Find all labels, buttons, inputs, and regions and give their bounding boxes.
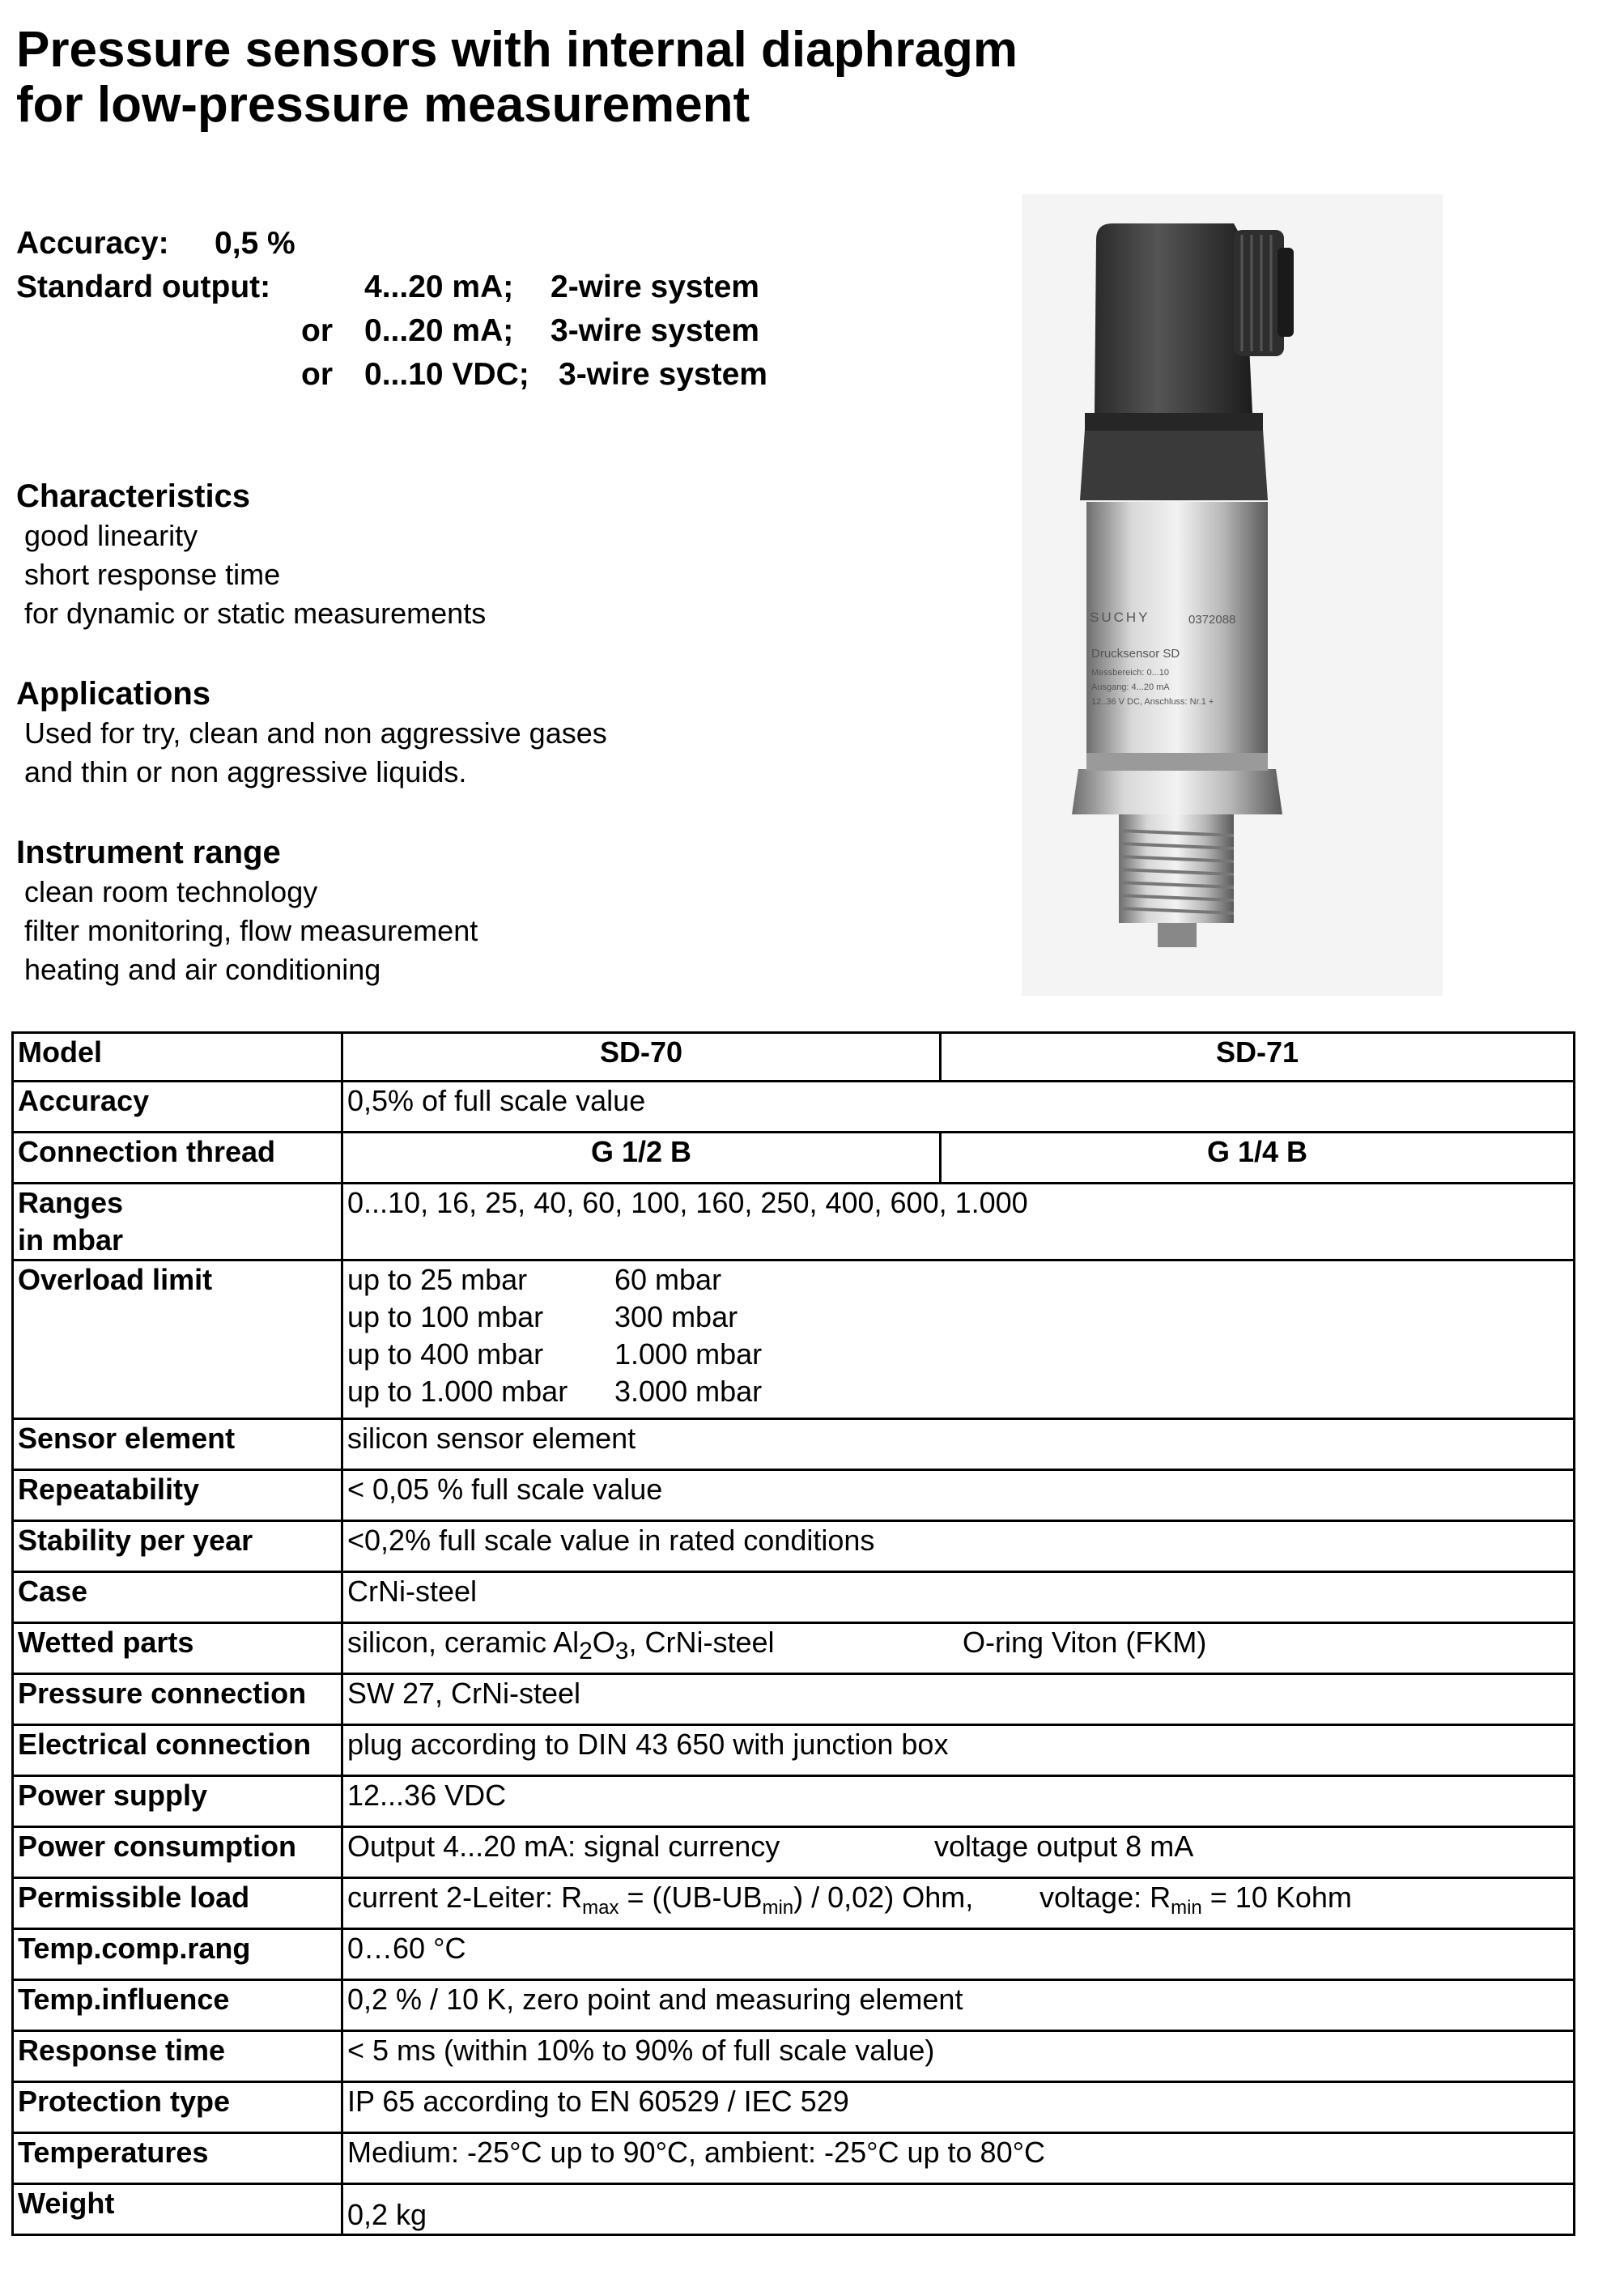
overload-limit: 300 mbar bbox=[614, 1300, 738, 1333]
pressure-sensor-photo bbox=[1022, 194, 1443, 996]
page-title bbox=[16, 23, 1018, 133]
model-sd70: SD-70 bbox=[342, 1033, 941, 1082]
table-row bbox=[13, 1419, 1575, 1470]
thread bbox=[1119, 814, 1234, 923]
row-label: Stability per year bbox=[13, 1521, 342, 1572]
applications-heading: Applications bbox=[16, 676, 211, 712]
list-item: and thin or non aggressive liquids. bbox=[24, 755, 467, 789]
row-value: 0,5% of full scale value bbox=[342, 1082, 1575, 1133]
table-row bbox=[13, 1133, 1575, 1184]
row-label: Ranges in mbar bbox=[13, 1184, 342, 1260]
standard-output-label: Standard output: bbox=[16, 270, 271, 304]
table-row bbox=[13, 2082, 1575, 2133]
table-row bbox=[13, 1878, 1575, 1929]
instrument-range-heading: Instrument range bbox=[16, 835, 281, 870]
row-label: Power supply bbox=[13, 1776, 342, 1827]
row-value: silicon, ceramic $Al_2O_3$, CrNi-steel O-ring Viton (FKM) bbox=[342, 1623, 1575, 1674]
row-label: Protection type bbox=[13, 2082, 342, 2133]
list-item: heating and air conditioning bbox=[24, 953, 381, 986]
row-label: Weight bbox=[13, 2184, 342, 2235]
row-value: 0,2 % / 10 K, zero point and measuring element bbox=[342, 1980, 1575, 2031]
title-line-1: Pressure sensors with internal diaphragm bbox=[16, 22, 1018, 78]
overload-range: up to 400 mbar bbox=[347, 1337, 544, 1371]
title-line-2: for low-pressure measurement bbox=[16, 77, 750, 133]
row-value: current 2-Leiter: $R_{max} = ((UB-UB_{min}) / 0,02)$ Ohm, voltage: $R_{min} = 10$ Kohm bbox=[342, 1878, 1575, 1929]
row-value: SW 27, CrNi-steel bbox=[342, 1674, 1575, 1725]
sensor-body bbox=[1086, 502, 1268, 753]
table-row bbox=[13, 1572, 1575, 1623]
accuracy-label: Accuracy: bbox=[16, 226, 169, 261]
row-label: Temperatures bbox=[13, 2133, 342, 2184]
svg-text:0372088: 0372088 bbox=[1188, 613, 1236, 627]
list-item: short response time bbox=[24, 558, 281, 591]
thread-sd70: G 1/2 B bbox=[342, 1133, 941, 1184]
svg-text:12..36 V DC, Anschluss: Nr.1 +: 12..36 V DC, Anschluss: Nr.1 + bbox=[1091, 697, 1214, 707]
row-value: IP 65 according to EN 60529 / IEC 529 bbox=[342, 2082, 1575, 2133]
hex-nut bbox=[1072, 769, 1282, 814]
table-row bbox=[13, 2031, 1575, 2082]
table-row bbox=[13, 1184, 1575, 1260]
list-item: for dynamic or static measurements bbox=[24, 597, 487, 630]
row-label: Connection thread bbox=[13, 1133, 342, 1184]
table-row bbox=[13, 2133, 1575, 2184]
output-system-2: 3-wire system bbox=[551, 313, 759, 348]
overload-limit: 1.000 mbar bbox=[614, 1337, 763, 1371]
row-value: 0...10, 16, 25, 40, 60, 100, 160, 250, 400, 600, 1.000 bbox=[342, 1184, 1575, 1260]
output-or-3: or bbox=[301, 357, 333, 392]
row-label: Wetted parts bbox=[13, 1623, 342, 1674]
svg-text:Ausgang: 4...20 mA: Ausgang: 4...20 mA bbox=[1091, 682, 1170, 692]
plug-collar bbox=[1080, 429, 1268, 500]
row-value: 0,2 kg bbox=[342, 2184, 1575, 2235]
table-row bbox=[13, 1033, 1575, 1082]
accuracy-value: 0,5 % bbox=[215, 226, 295, 261]
row-label: Case bbox=[13, 1572, 342, 1623]
oring-value: O-ring Viton (FKM) bbox=[963, 1626, 1207, 1659]
pressure-port bbox=[1158, 923, 1197, 947]
output-system-1: 2-wire system bbox=[551, 270, 759, 304]
row-label: Response time bbox=[13, 2031, 342, 2082]
row-label: Accuracy bbox=[13, 1082, 342, 1133]
plug-housing bbox=[1095, 223, 1252, 413]
table-row bbox=[13, 1260, 1575, 1419]
table-row bbox=[13, 1980, 1575, 2031]
output-value-3: 0...10 VDC; bbox=[364, 357, 529, 392]
key-specs bbox=[16, 222, 767, 397]
row-value: < 0,05 % full scale value bbox=[342, 1470, 1575, 1521]
row-value: plug according to DIN 43 650 with junction box bbox=[342, 1725, 1575, 1776]
row-value: 12...36 VDC bbox=[342, 1776, 1575, 1827]
table-row bbox=[13, 1827, 1575, 1878]
table-row bbox=[13, 1674, 1575, 1725]
list-item: filter monitoring, flow measurement bbox=[24, 914, 478, 947]
row-value: Output 4...20 mA: signal currency voltage output 8 mA bbox=[342, 1827, 1575, 1878]
list-item: good linearity bbox=[24, 519, 198, 552]
table-row bbox=[13, 1623, 1575, 1674]
applications-section bbox=[16, 674, 607, 792]
overload-range: up to 1.000 mbar bbox=[347, 1375, 568, 1408]
overload-range: up to 25 mbar bbox=[347, 1263, 528, 1296]
row-value: 0…60 °C bbox=[342, 1929, 1575, 1980]
row-label: Permissible load bbox=[13, 1878, 342, 1929]
table-row bbox=[13, 1776, 1575, 1827]
row-value: CrNi-steel bbox=[342, 1572, 1575, 1623]
row-label: Pressure connection bbox=[13, 1674, 342, 1725]
table-row bbox=[13, 1725, 1575, 1776]
row-label: Power consumption bbox=[13, 1827, 342, 1878]
row-label: Electrical connection bbox=[13, 1725, 342, 1776]
table-row bbox=[13, 2184, 1575, 2235]
overload-limit: 60 mbar bbox=[614, 1263, 722, 1296]
row-value: < 5 ms (within 10% to 90% of full scale value) bbox=[342, 2031, 1575, 2082]
row-label: Temp.influence bbox=[13, 1980, 342, 2031]
svg-text:SUCHY: SUCHY bbox=[1090, 610, 1150, 625]
row-label: Model bbox=[13, 1033, 342, 1082]
table-row bbox=[13, 1082, 1575, 1133]
row-label: Temp.comp.rang bbox=[13, 1929, 342, 1980]
table-row bbox=[13, 1470, 1575, 1521]
row-label: Overload limit bbox=[13, 1260, 342, 1419]
row-label: Sensor element bbox=[13, 1419, 342, 1470]
characteristics-section bbox=[16, 476, 486, 633]
instrument-range-section bbox=[16, 832, 478, 989]
list-item: clean room technology bbox=[24, 875, 318, 908]
row-label: Repeatability bbox=[13, 1470, 342, 1521]
svg-text:Drucksensor SD: Drucksensor SD bbox=[1091, 647, 1180, 661]
svg-text:Messbereich: 0...10: Messbereich: 0...10 bbox=[1091, 668, 1169, 678]
row-value: Medium: -25°C up to 90°C, ambient: -25°C up to 80°C bbox=[342, 2133, 1575, 2184]
characteristics-heading: Characteristics bbox=[16, 478, 251, 514]
overload-limit: 3.000 mbar bbox=[614, 1375, 763, 1408]
output-value-2: 0...20 mA; bbox=[364, 313, 514, 348]
output-value-1: 4...20 mA; bbox=[364, 270, 514, 304]
row-value: silicon sensor element bbox=[342, 1419, 1575, 1470]
table-row bbox=[13, 1521, 1575, 1572]
table-row bbox=[13, 1929, 1575, 1980]
row-value: <0,2% full scale value in rated conditions bbox=[342, 1521, 1575, 1572]
list-item: Used for try, clean and non aggressive gases bbox=[24, 716, 607, 750]
output-system-3: 3-wire system bbox=[559, 357, 767, 392]
overload-values bbox=[342, 1260, 1575, 1419]
spec-table bbox=[11, 1031, 1575, 2236]
output-or-2: or bbox=[301, 313, 333, 348]
model-sd71: SD-71 bbox=[941, 1033, 1575, 1082]
overload-range: up to 100 mbar bbox=[347, 1300, 544, 1333]
thread-sd71: G 1/4 B bbox=[941, 1133, 1575, 1184]
